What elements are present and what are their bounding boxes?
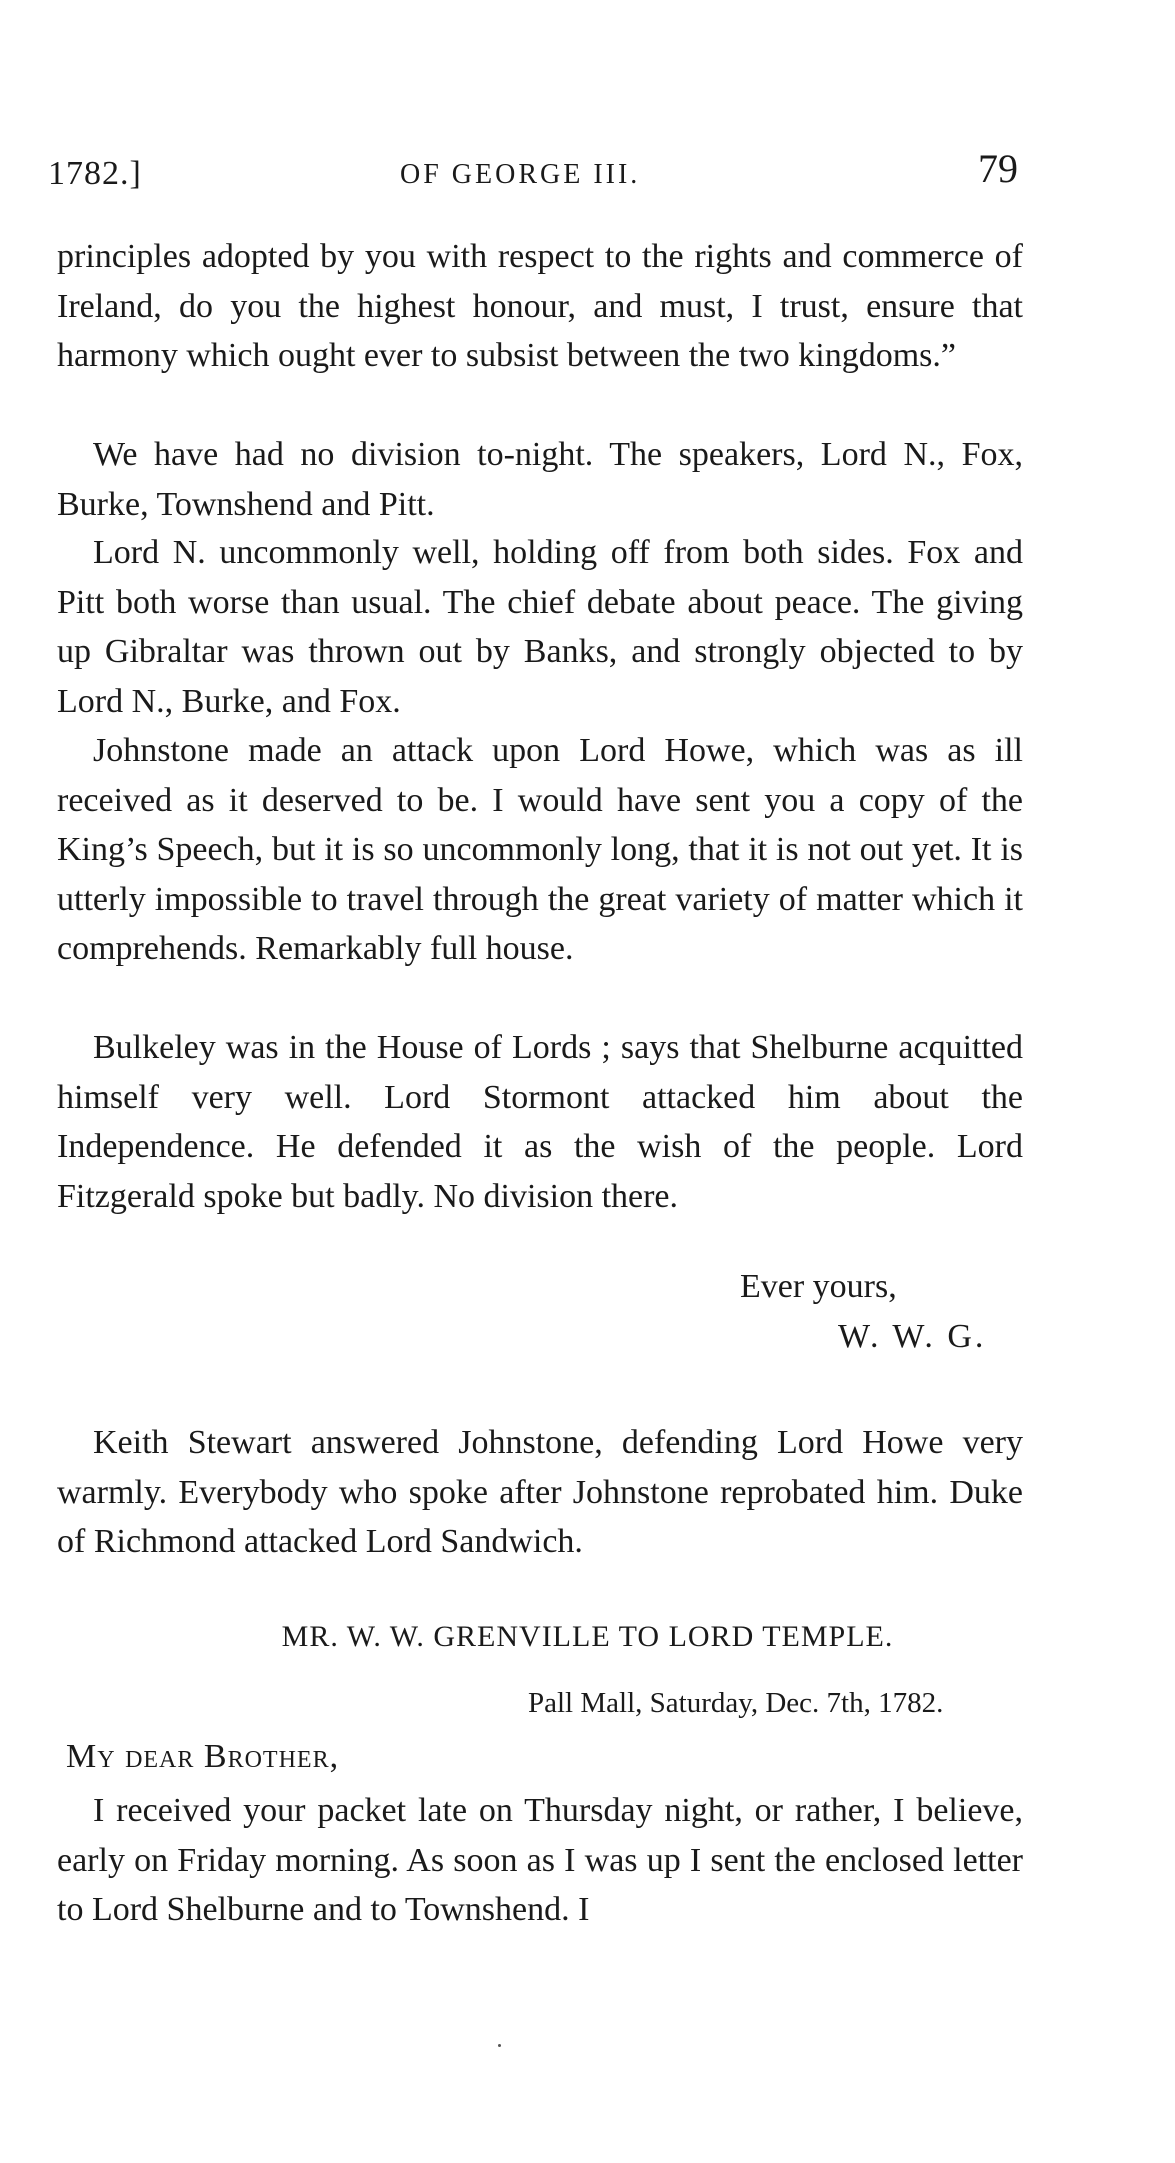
valediction: Ever yours,: [740, 1268, 897, 1305]
header-year: 1782.]: [48, 155, 142, 192]
paragraph-johnstone: Johnstone made an attack upon Lord Howe, which was as ill received as it deserved to be. I would have sent you a copy of the King’s Speech, but it is so uncommonly long, that it is not out yet. It is utterly impossible to travel through the great variety of matter which it comprehends. Remarkably full house.: [57, 732, 1023, 967]
header-title: OF GEORGE III.: [400, 159, 641, 190]
letter-salutation: My dear Brother,: [66, 1738, 340, 1775]
letter-opening-paragraph: I received your packet late on Thursday night, or rather, I believe, early on Friday morning. As soon as I was up I sent the enclosed letter to Lord Shelburne and to Townshend. I: [57, 1792, 1023, 1928]
paragraph-no-division: We have had no division to-night. The speakers, Lord N., Fox, Burke, Townshend and Pitt.: [57, 436, 1023, 523]
page-number: 79: [978, 146, 1018, 191]
letter-dateline: Pall Mall, Saturday, Dec. 7th, 1782.: [528, 1687, 944, 1719]
paragraph-continuation: principles adopted by you with respect to the rights and commerce of Ireland, do you the highest honour, and must, I trust, ensure that harmony which ought ever to subsist between the two kingdoms.”: [57, 238, 1023, 374]
running-header: [48, 145, 1018, 195]
paragraph-debate: Lord N. uncommonly well, holding off from both sides. Fox and Pitt both worse than usual. The chief debate about peace. The giving up Gibraltar was thrown out by Banks, and strongly objected to by Lord N., Burke, and Fox.: [57, 534, 1023, 720]
signature: W. W. G.: [838, 1318, 987, 1355]
letter-closing: [0, 1268, 1175, 1378]
page-speck: [498, 2044, 501, 2047]
letter-heading: MR. W. W. GRENVILLE TO LORD TEMPLE.: [281, 1620, 894, 1653]
postscript: Keith Stewart answered Johnstone, defending Lord Howe very warmly. Everybody who spoke after Johnstone reprobated him. Duke of Richmond attacked Lord Sandwich.: [57, 1424, 1023, 1560]
paragraph-house-of-lords: Bulkeley was in the House of Lords ; says that Shelburne acquitted himself very well. Lord Stormont attacked him about the Independence. He defended it as the wish of the people. Lord Fitzgerald spoke but badly. No division there.: [57, 1029, 1023, 1215]
